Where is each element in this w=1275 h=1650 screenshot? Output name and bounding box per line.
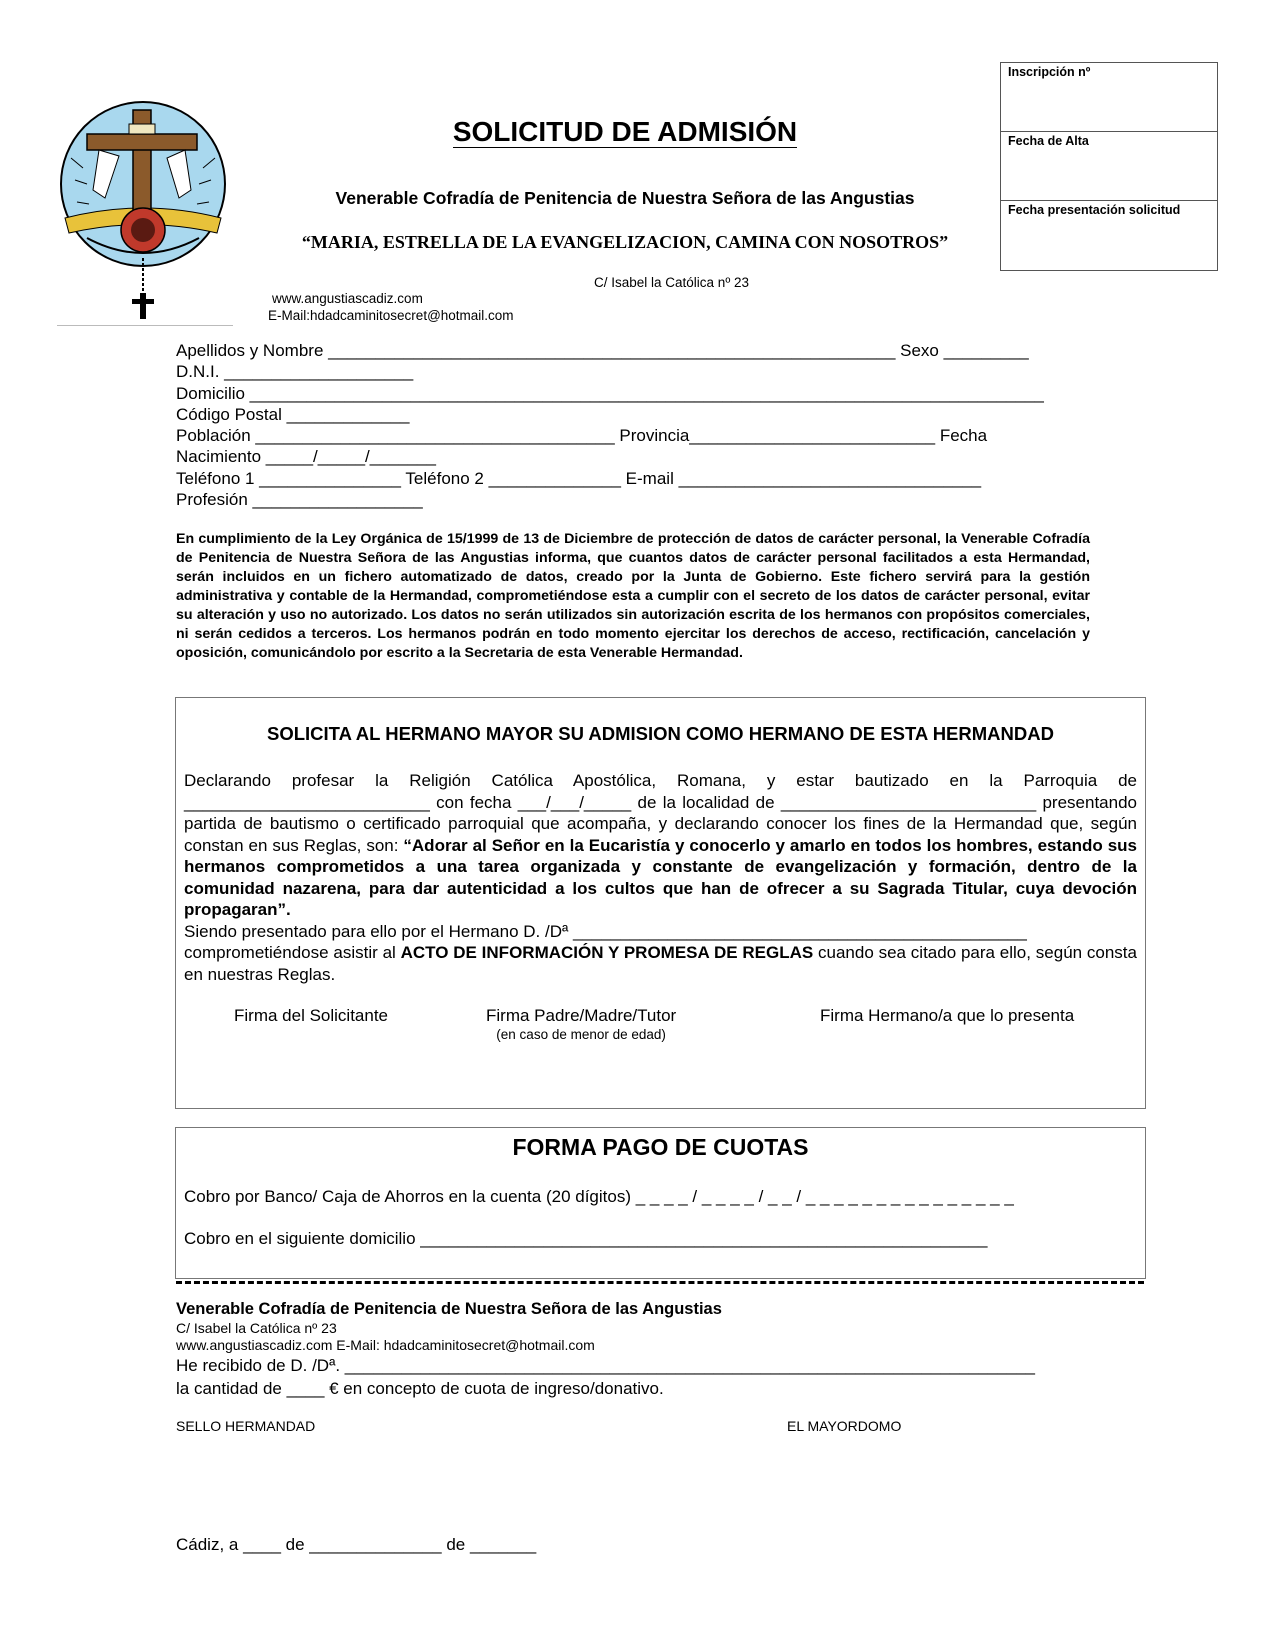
reglas-quote: “Adorar al Señor en la Eucaristía y conocerlo y amarlo en todos los hombres, estando sus hermanos comprometidos a una tarea organizada y constante de evangelización y formación, dentro de la comunidad nazarena, para dar autenticidad a los cultos que han de ofrecer a su Sagrada Titular, cuya devoción propagaran”. bbox=[184, 835, 1137, 919]
promesa-reglas: ACTO DE INFORMACIÓN Y PROMESA DE REGLAS bbox=[400, 943, 814, 962]
cut-line bbox=[176, 1281, 1144, 1284]
date-line-field[interactable]: Cádiz, a ____ de ______________ de _______ bbox=[176, 1535, 537, 1554]
declaration-text: Declarando profesar la Religión Católica Apostólica, Romana, y estar bautizado en la Parroquia de __________________________ con fecha ___/___/_____ de la localidad de ___________________________ presentando partida de bautismo o certificado parroquial que acompaña, y declarando conocer los fines de la Hermandad que, según constan en sus Reglas, son: bbox=[184, 771, 1137, 855]
payment-domicile-field[interactable]: Cobro en el siguiente domicilio ____________________________________________________________ bbox=[184, 1229, 988, 1248]
header-email: E-Mail:hdadcaminitosecret@hotmail.com bbox=[268, 308, 514, 323]
poblacion-provincia-field[interactable]: Población ______________________________________ Provincia__________________________ Fecha bbox=[176, 426, 988, 446]
inscripcion-field[interactable]: Inscripción nº bbox=[1001, 63, 1217, 132]
request-heading: SOLICITA AL HERMANO MAYOR SU ADMISION COMO HERMANO DE ESTA HERMANDAD bbox=[267, 723, 1054, 744]
request-declaration bbox=[184, 770, 1137, 985]
amount-field[interactable]: la cantidad de ____ € en concepto de cuota de ingreso/donativo. bbox=[176, 1379, 664, 1398]
admission-request-box bbox=[175, 697, 1146, 1109]
registry-box bbox=[1000, 62, 1218, 271]
received-from-field[interactable]: He recibido de D. /Dª. _________________________________________________________________________ bbox=[176, 1356, 1035, 1375]
receipt-org: Venerable Cofradía de Penitencia de Nuestra Señora de las Angustias bbox=[176, 1300, 722, 1318]
commitment-text: comprometiéndose asistir al bbox=[184, 943, 401, 962]
header-website: www.angustiascadiz.com bbox=[272, 291, 423, 306]
birthdate-field[interactable]: Nacimiento _____/_____/_______ bbox=[176, 447, 436, 467]
data-protection-notice: En cumplimiento de la Ley Orgánica de 15/1999 de 13 de Diciembre de protección de datos de carácter personal, la Venerable Cofradía de Penitencia de Nuestra Señora de las Angustias informa, que cuantos datos de carácter personal facilitados a esta Hermandad, serán incluidos en un fichero automatizado de datos, creado por la Junta de Gobierno. Este fichero servirá para la gestión administrativa y contable de la Hermandad, comprometiéndose esta a cumplir con el secreto de los datos de carácter personal, evitar su alteración y uso no autorizado. Los datos no serán utilizados sin autorización escrita de los hermanos con propósitos comerciales, ni serán cedidos a terceros. Los hermanos podrán en todo momento ejercitar los derechos de acceso, rectificación, cancelación y oposición, comunicándolo por escrito a la Secretaria de esta Venerable Hermandad. bbox=[176, 531, 1090, 661]
receipt-contact: www.angustiascadiz.com E-Mail: hdadcaminitosecret@hotmail.com bbox=[176, 1337, 595, 1353]
name-sex-field[interactable]: Apellidos y Nombre ____________________________________________________________ Sexo _________ bbox=[176, 341, 1029, 360]
motto: “MARIA, ESTRELLA DE LA EVANGELIZACION, CAMINA CON NOSOTROS” bbox=[301, 232, 949, 252]
presenter-field[interactable]: Siendo presentado para ello por el Hermano D. /Dª ________________________________________________ bbox=[184, 921, 1027, 941]
sig-tutor-label: Firma Padre/Madre/Tutor bbox=[486, 1006, 677, 1025]
personal-data-fields bbox=[176, 340, 1096, 510]
payment-heading: FORMA PAGO DE CUOTAS bbox=[512, 1134, 809, 1160]
bank-account-field[interactable]: Cobro por Banco/ Caja de Ahorros en la cuenta (20 dígitos) _ _ _ _ / _ _ _ _ / _ _ / _ _ _ _ _ _ _ _ _ _ _ _ _ _ _ bbox=[184, 1187, 1014, 1206]
page-title: SOLICITUD DE ADMISIÓN bbox=[452, 116, 798, 147]
receipt-address: C/ Isabel la Católica nº 23 bbox=[176, 1320, 337, 1336]
sig-solicitante: Firma del Solicitante bbox=[234, 1006, 389, 1025]
commitment-text-end: cuando sea citado para ello, según consta en nuestras Reglas. bbox=[184, 943, 1137, 984]
postal-code-field[interactable]: Código Postal _____________ bbox=[176, 404, 410, 424]
fecha-presentacion-field[interactable]: Fecha presentación solicitud bbox=[1008, 203, 1181, 217]
fecha-alta-field[interactable]: Fecha de Alta bbox=[1001, 132, 1217, 201]
dni-field[interactable]: D.N.I. ____________________ bbox=[176, 362, 414, 382]
sig-tutor bbox=[486, 1006, 676, 1042]
phones-email-field[interactable]: Teléfono 1 _______________ Teléfono 2 ______________ E-mail ________________________________ bbox=[176, 468, 982, 488]
sig-tutor-note: (en caso de menor de edad) bbox=[496, 1027, 666, 1042]
sig-hermano: Firma Hermano/a que lo presenta bbox=[820, 1006, 1075, 1025]
payment-box bbox=[175, 1127, 1146, 1279]
cofradia-emblem-logo bbox=[57, 98, 229, 323]
sello-label: SELLO HERMANDAD bbox=[176, 1418, 316, 1434]
cofradia-name: Venerable Cofradía de Penitencia de Nuestra Señora de las Angustias bbox=[335, 188, 915, 208]
logo-divider bbox=[57, 325, 233, 326]
mayordomo-label: EL MAYORDOMO bbox=[787, 1418, 902, 1434]
profesion-field[interactable]: Profesión __________________ bbox=[176, 490, 423, 510]
domicilio-field[interactable]: Domicilio ____________________________________________________________________________________ bbox=[176, 383, 1044, 403]
header-address: C/ Isabel la Católica nº 23 bbox=[594, 275, 750, 290]
